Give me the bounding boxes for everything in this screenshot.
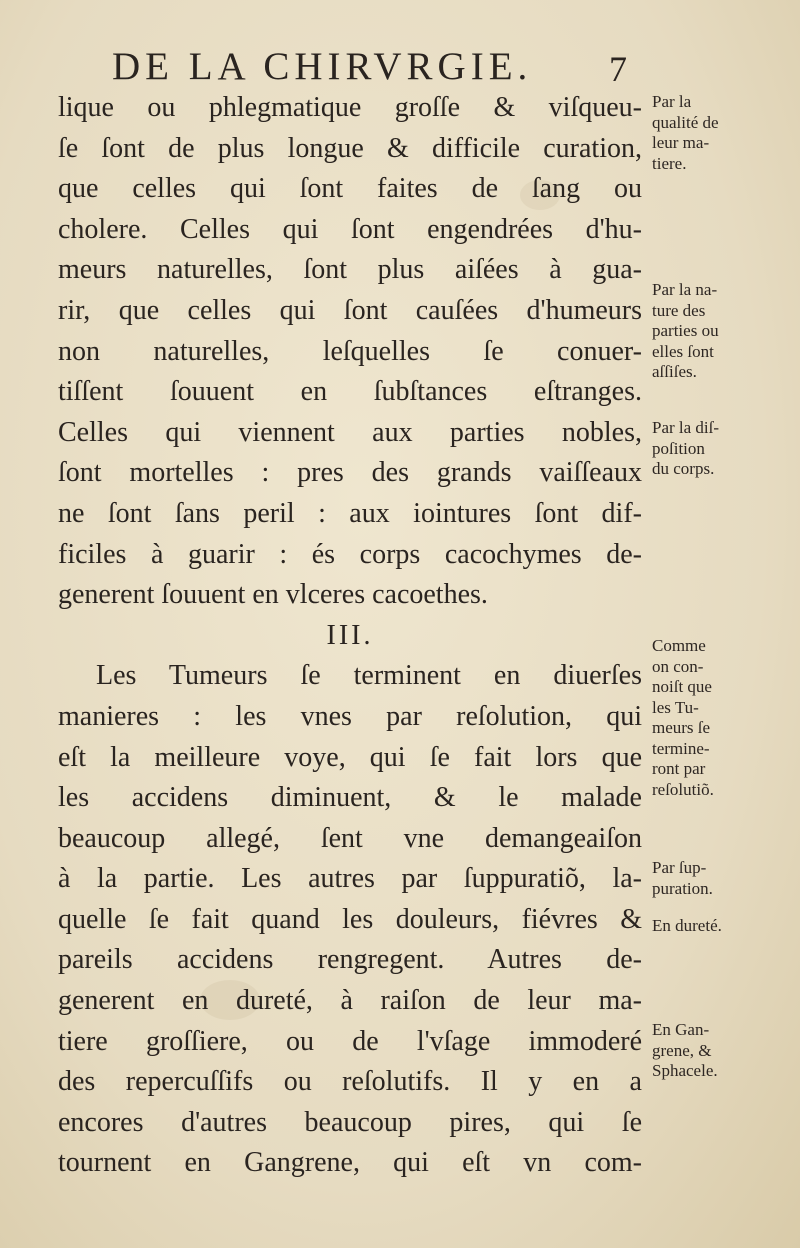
margin-note-line: noiſt que (652, 677, 712, 696)
text-line: lique ou phlegmatique groſſe & viſqueu- (58, 92, 642, 123)
margin-note-resolution (652, 636, 772, 800)
margin-note-line: Sphacele. (652, 1061, 718, 1080)
margin-note-line: on con- (652, 656, 704, 676)
margin-note-line: Par la na- (652, 280, 718, 299)
margin-note-line: reſolutiõ. (652, 779, 714, 799)
margin-note-line: puration. (652, 878, 713, 898)
margin-note-nature (652, 280, 772, 383)
margin-note-line: grene, & (652, 1040, 712, 1060)
margin-note-line: elles ſont (652, 341, 714, 361)
text-line: beaucoup allegé, ſent vne demangeaiſon (58, 822, 642, 854)
margin-note-line: les Tu- (652, 697, 699, 717)
margin-note-line: En Gan- (652, 1020, 710, 1039)
text-line: pareils accidens rengregent. Autres de- (58, 944, 642, 976)
margin-note-line: meurs ſe (652, 718, 711, 737)
margin-note-line: Par la diſ- (652, 418, 720, 437)
margin-note-line: Par ſup- (652, 858, 707, 877)
text-line: ficiles à guarir : és corps cacochymes de- (58, 538, 642, 570)
text-line: cholere. Celles qui ſont engendrées d'hu- (58, 213, 642, 245)
margin-note-qualite (652, 92, 772, 174)
text-line: ne ſont ſans peril : aux iointures ſont dif- (58, 497, 642, 529)
section-heading: III. (326, 619, 374, 651)
text-line: ſont mortelles : pres des grands vaiſſeaux (58, 457, 642, 489)
margin-note-line: Comme (652, 636, 706, 655)
text-line: generent ſouuent en vlceres cacoethes. (58, 579, 488, 611)
text-line: meurs naturelles, ſont plus aiſées à gua- (58, 254, 642, 286)
margin-note-disposition (652, 418, 772, 480)
margin-note-line: du corps. (652, 459, 715, 478)
margin-note-line: tiere. (652, 153, 687, 173)
text-line: ſe ſont de plus longue & difficile curation, (58, 132, 642, 164)
text-line: tournent en Gangrene, qui eſt vn com- (58, 1147, 642, 1179)
margin-note-suppuration (652, 858, 772, 899)
margin-note-line: poſition (652, 438, 705, 458)
page-number: 7 (609, 49, 632, 89)
text-line: manieres : les vnes par reſolution, qui (58, 700, 642, 732)
text-line: à la partie. Les autres par ſuppuratiõ, la- (58, 863, 642, 895)
margin-note-line: termine- (652, 738, 710, 758)
text-line: quelle ſe fait quand les douleurs, fiévres & (58, 903, 642, 935)
margin-note-line: ture des (652, 300, 706, 320)
text-line: tiſſent ſouuent en ſubſtances eſtranges. (58, 376, 642, 408)
margin-note-line: parties ou (652, 321, 719, 340)
margin-note-line: aſſiſes. (652, 362, 697, 381)
margin-note-durete (652, 916, 772, 937)
text-line: tiere groſſiere, ou de l'vſage immoderé (58, 1025, 642, 1057)
text-line: non naturelles, leſquelles ſe conuer- (58, 335, 642, 367)
text-line: Les Tumeurs ſe terminent en diuerſes (96, 660, 642, 692)
text-line: eſt la meilleure voye, qui ſe fait lors que (58, 741, 642, 773)
text-line: generent en dureté, à raiſon de leur ma- (58, 985, 642, 1017)
running-header (112, 44, 632, 92)
text-line: les accidens diminuent, & le malade (58, 782, 642, 814)
text-line: encores d'autres beaucoup pires, qui ſe (58, 1106, 642, 1138)
text-line: Celles qui viennent aux parties nobles, (58, 416, 642, 448)
running-title: DE LA CHIRVRGIE. (112, 45, 533, 88)
margin-note-line: En dureté. (652, 916, 722, 935)
text-line: que celles qui ſont faites de ſang ou (58, 173, 642, 205)
margin-note-line: qualité de (652, 112, 719, 132)
margin-note-gangrene (652, 1020, 772, 1082)
main-text-block (58, 88, 642, 1184)
text-line: rir, que celles qui ſont cauſées d'humeurs (58, 294, 642, 326)
margin-note-line: ront par (652, 759, 706, 778)
margin-note-line: leur ma- (652, 133, 710, 152)
text-line: des repercuſſifs ou reſolutifs. Il y en a (58, 1066, 642, 1098)
margin-note-line: Par la (652, 92, 692, 111)
